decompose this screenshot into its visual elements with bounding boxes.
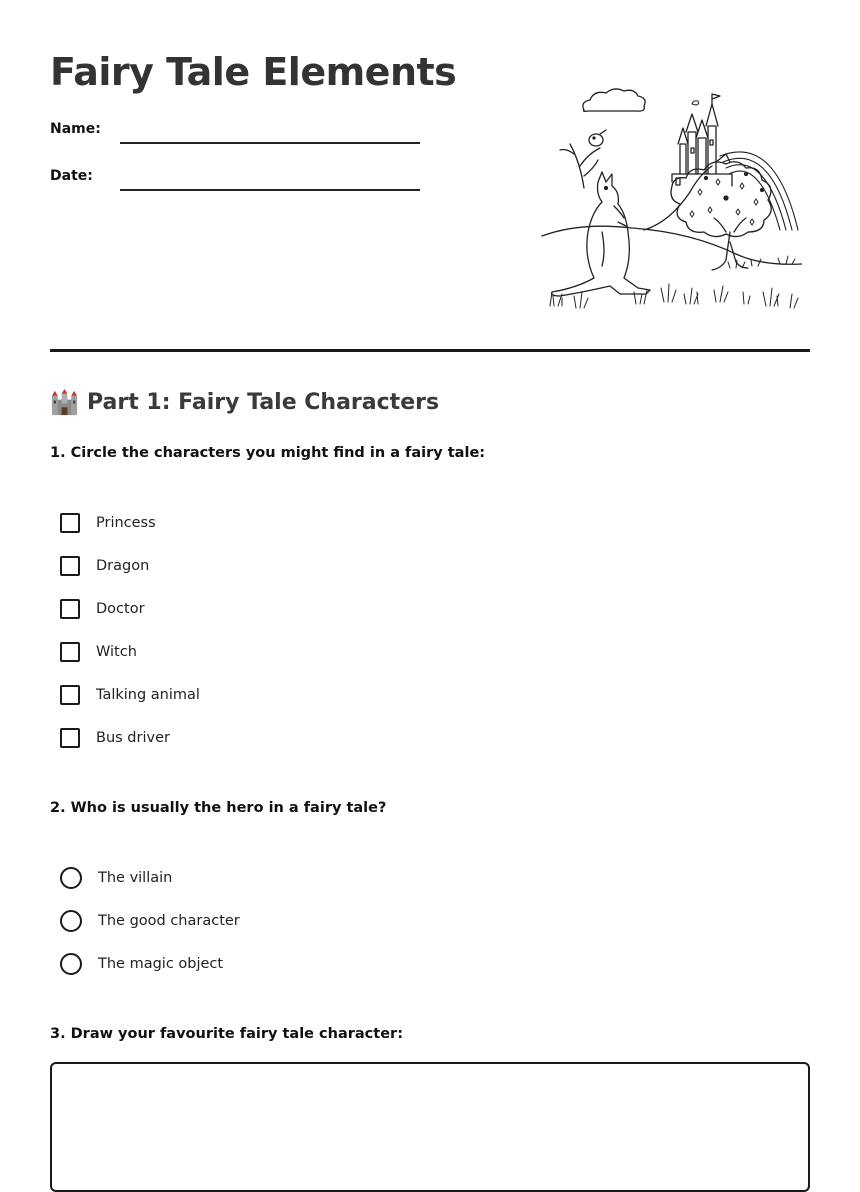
date-field xyxy=(50,168,420,198)
q1-option-bus-driver[interactable] xyxy=(60,725,170,751)
checkbox[interactable] xyxy=(60,685,80,705)
tree-drawing xyxy=(671,162,771,270)
name-label: Name: xyxy=(50,121,101,137)
page-title: Fairy Tale Elements xyxy=(50,50,457,94)
option-label: Bus driver xyxy=(96,730,170,746)
date-label: Date: xyxy=(50,168,93,184)
option-label: Talking animal xyxy=(96,687,200,703)
castle-icon xyxy=(50,388,79,417)
name-field xyxy=(50,121,420,151)
option-label: Doctor xyxy=(96,601,145,617)
part1-heading xyxy=(50,388,439,417)
question-3: 3. Draw your favourite fairy tale character: xyxy=(50,1026,403,1042)
q1-option-doctor[interactable] xyxy=(60,596,145,622)
q1-option-talking-animal[interactable] xyxy=(60,682,200,708)
hill-shape xyxy=(542,226,802,264)
drawing-area[interactable] xyxy=(50,1062,810,1192)
checkbox[interactable] xyxy=(60,599,80,619)
checkbox[interactable] xyxy=(60,556,80,576)
fairy-tale-illustration xyxy=(540,82,802,314)
q2-option-magic-object[interactable] xyxy=(60,951,223,977)
q2-option-good-character[interactable] xyxy=(60,908,240,934)
radio-button[interactable] xyxy=(60,867,82,889)
q1-option-princess[interactable] xyxy=(60,510,156,536)
option-label: The villain xyxy=(98,870,173,886)
option-label: Princess xyxy=(96,515,156,531)
option-label: The magic object xyxy=(98,956,224,972)
question-1: 1. Circle the characters you might find in a fairy tale: xyxy=(50,445,486,461)
name-input-line[interactable] xyxy=(120,142,420,144)
checkbox[interactable] xyxy=(60,728,80,748)
date-input-line[interactable] xyxy=(120,189,420,191)
checkbox[interactable] xyxy=(60,642,80,662)
radio-button[interactable] xyxy=(60,953,82,975)
kangaroo-drawing xyxy=(552,172,650,296)
question-2: 2. Who is usually the hero in a fairy tale? xyxy=(50,800,387,816)
option-label: Witch xyxy=(96,644,137,660)
checkbox[interactable] xyxy=(60,513,80,533)
option-label: Dragon xyxy=(96,558,150,574)
castle-drawing xyxy=(672,94,732,186)
worksheet-page xyxy=(50,0,810,1161)
q2-option-villain[interactable] xyxy=(60,865,172,891)
option-label: The good character xyxy=(98,913,240,929)
q1-option-witch[interactable] xyxy=(60,639,137,665)
radio-button[interactable] xyxy=(60,910,82,932)
cloud-shape xyxy=(583,89,645,111)
rainbow-shape xyxy=(720,152,798,230)
part1-title: Part 1: Fairy Tale Characters xyxy=(87,390,440,415)
section-divider xyxy=(50,349,810,352)
q1-option-dragon[interactable] xyxy=(60,553,149,579)
